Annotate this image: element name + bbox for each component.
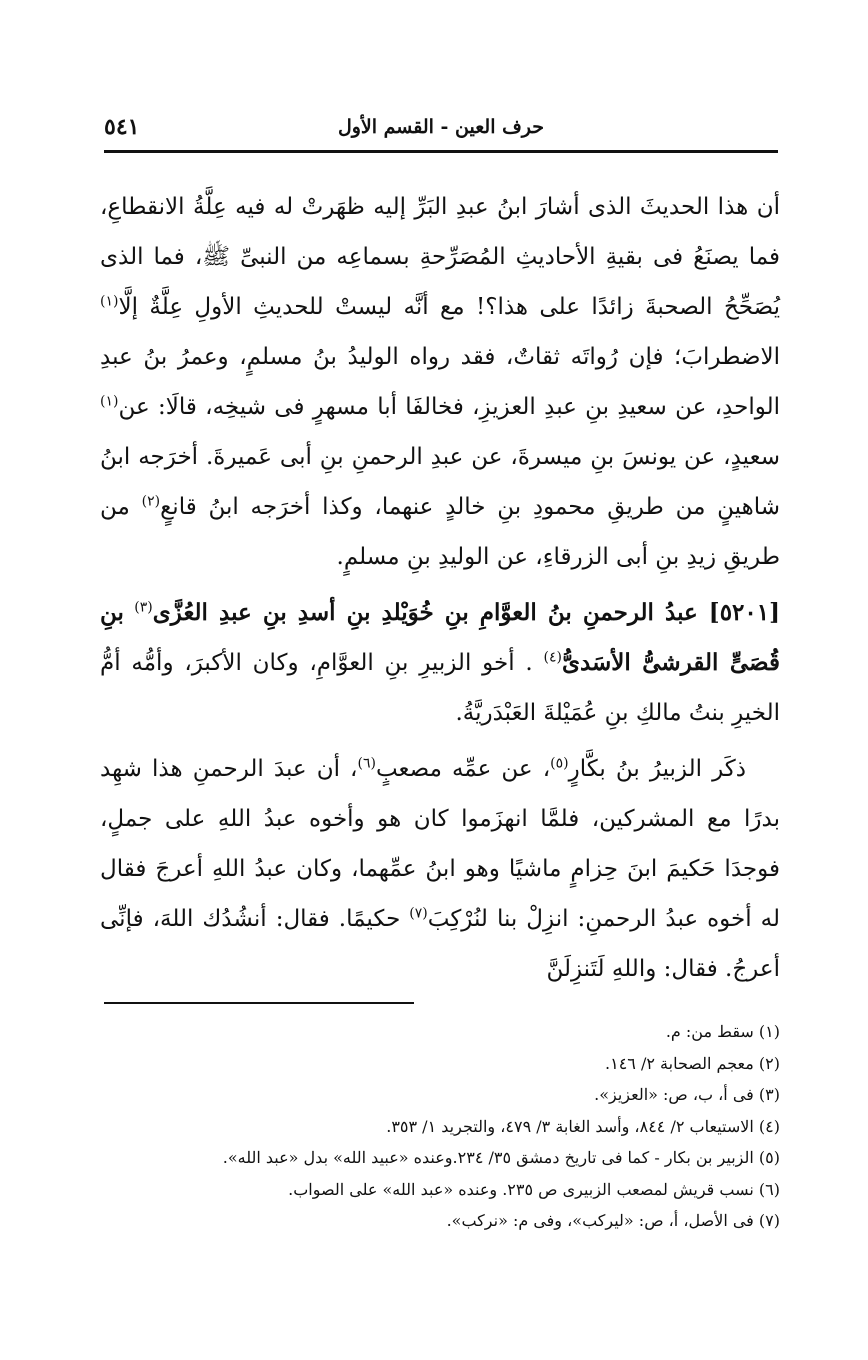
footnotes: [104, 1016, 780, 1237]
paragraph-3: [100, 744, 780, 994]
text-run: من طريقِ زيدِ بنِ أبى الزرقاءِ، عن الوليدِ بنِ مسلمٍ.: [100, 494, 780, 570]
footnote-ref-4: (٤): [543, 649, 562, 666]
text-run: حكيمًا. فقال: أنشُدُك اللهَ، فإنِّى أعرجُ. فقال: واللهِ لَتَنزِلَنَّ: [100, 906, 780, 982]
entry-heading: [٥٢٠١] عبدُ الرحمنِ بنُ العوَّامِ بنِ خُوَيْلدِ بنِ أسدِ بنِ عبدِ العُزَّى: [152, 599, 780, 626]
text-run: الاضطرابَ؛ فإن رُواتَه ثقاتٌ، فقد رواه الوليدُ بنُ مسلمٍ، وعمرُ بنُ عبدِ الواحدِ، عن سعيدِ بنِ عبدِ العزيزِ، فخالفَا أبا مسهرٍ فى شيخِه، قالَا: عن: [100, 344, 780, 420]
footnote-ref-2: (٢): [141, 493, 161, 510]
footnote-ref-3: (٣): [134, 599, 153, 616]
entry-heading-cont: بنِ قُصَىٍّ القرشىُّ الأسَدىُّ: [100, 599, 781, 676]
footnote-7: (٧) فى الأصل، أ، ص: «ليركب»، وفى م: «نركب».: [446, 1211, 780, 1230]
paragraph-entry-5201: [100, 588, 780, 738]
header-title: حرف العين - القسم الأول: [337, 116, 545, 138]
text-run: ، عن عمِّه مصعبٍ: [375, 756, 551, 782]
text-run: ذكَر الزبيرُ بنُ بكَّارٍ: [568, 756, 746, 782]
footnote-6: (٦) نسب قريش لمصعب الزبيرى ص ٢٣٥. وعنده «عبد الله» على الصواب.: [288, 1179, 780, 1199]
footnote-ref-1b: (١): [100, 393, 119, 410]
footnote-2: (٢) معجم الصحابة ٢/ ١٤٦.: [605, 1053, 780, 1073]
footnote-1: (١) سقط من: م.: [665, 1022, 780, 1041]
paragraph-1: [100, 182, 780, 582]
footnote-ref-6: (٦): [357, 755, 376, 772]
footnote-rule: [104, 1002, 414, 1004]
text-run: سعيدٍ، عن يونسَ بنِ ميسرةَ، عن عبدِ الرحمنِ بنِ أبى عَميرةَ. أخرَجه ابنُ شاهينٍ من طريقِ محمودِ بنِ خالدٍ عنهما، وكذا أخرَجه ابنُ قانعٍ: [100, 444, 781, 520]
footnote-ref-7: (٧): [409, 905, 428, 922]
footnote-5: (٥) الزبير بن بكار - كما فى تاريخ دمشق ٣٥/ ٢٣٤.وعنده «عبيد الله» بدل «عبد الله».: [222, 1148, 780, 1167]
text-run: ، أن عبدَ الرحمنِ هذا شهِد بدرًا مع المشركين، فلمَّا انهزَموا كان هو وأخوه عبدُ اللهِ على جملٍ، فوجدَا حَكيمَ ابنَ حِزامٍ ماشيًا وهو ابنُ عمِّهما، وكان عبدُ اللهِ أعرجَ فقال له أخوه عبدُ الرحمنِ: انزِلْ بنا لنُرْكِبَ: [100, 756, 780, 932]
footnote-ref-1: (١): [100, 293, 119, 310]
footnote-4: (٤) الاستيعاب ٢/ ٨٤٤، وأسد الغابة ٣/ ٤٧٩، والتجريد ١/ ٣٥٣.: [386, 1116, 780, 1136]
header-rule: [104, 150, 778, 153]
footnote-ref-5: (٥): [550, 755, 569, 772]
main-text: [100, 182, 780, 994]
footnote-3: (٣) فى أ، ب، ص: «العزيز».: [594, 1085, 780, 1104]
page-number: ٥٤١: [104, 114, 140, 140]
text-run: أن هذا الحديثَ الذى أشارَ ابنُ عبدِ البَرِّ إليه ظهَرتْ له فيه عِلَّةُ الانقطاعِ، فما يصنَعُ فى بقيةِ الأحاديثِ المُصَرِّحةِ بسماعِه من النبىِّ ﷺ، فما الذى يُصَحِّحُ الصحبةَ زائدًا على هذا؟! مع أنَّه ليستْ للحديثِ الأولِ عِلَّةٌ إلَّا: [100, 194, 780, 320]
text-run: . أخو الزبيرِ بنِ العوَّامِ، وكان الأكبرَ، وأمُّه أمُّ الخيرِ بنتُ مالكِ بنِ عُمَيْلةَ العَبْدَريَّةُ.: [100, 650, 780, 726]
running-header: [104, 110, 778, 150]
